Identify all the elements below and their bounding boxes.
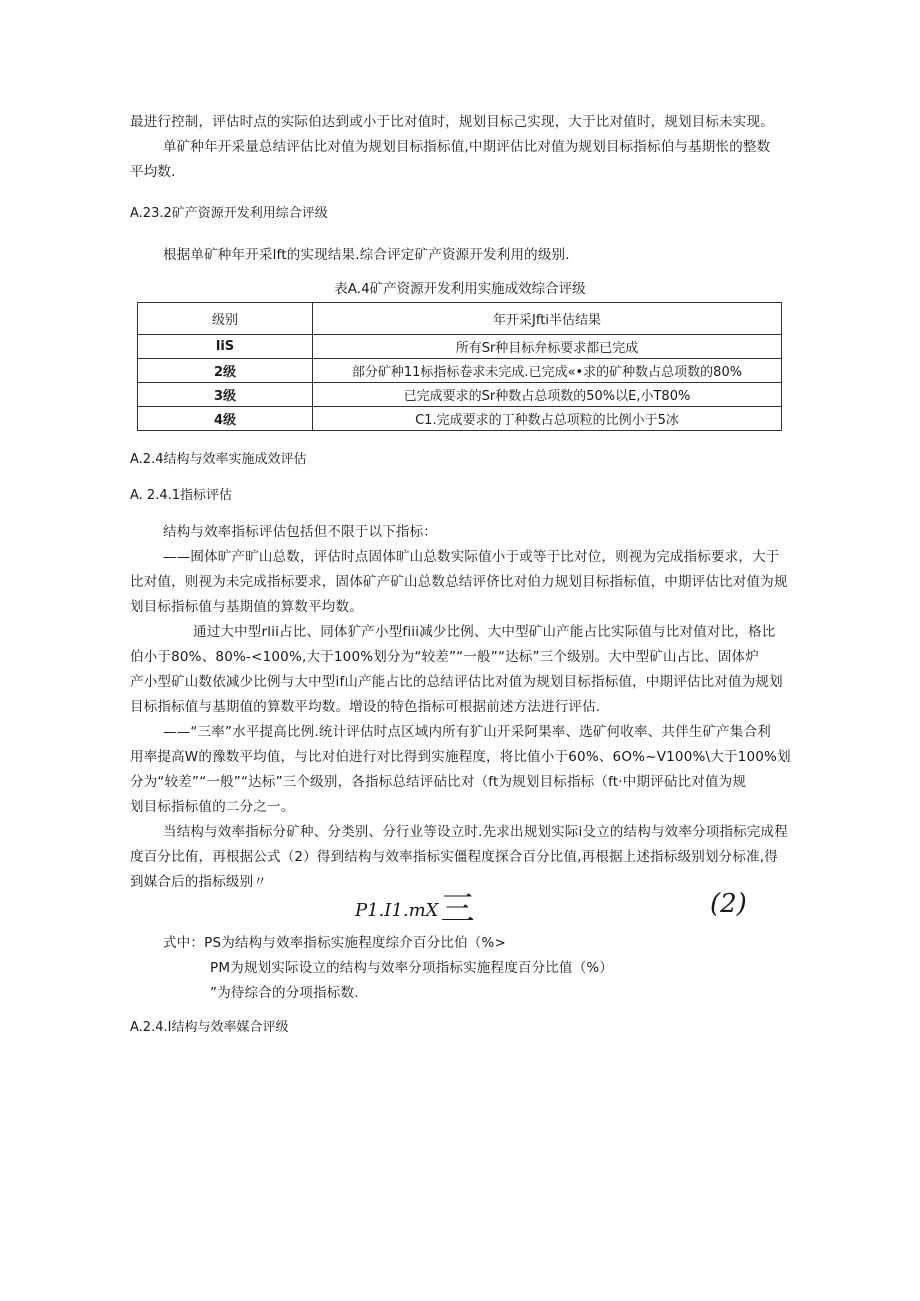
table-header-row bbox=[138, 303, 782, 335]
paragraph-line: 划目标指标值的二分之一。 bbox=[130, 799, 295, 815]
result-cell: 所有Sr种目标弁标要求都已完成 bbox=[313, 335, 782, 359]
subsection-heading-a24i: A.2.4.I结构与效率媒合评级 bbox=[130, 1020, 289, 1035]
paragraph-line: 产小型矿山数依减少比例与大中型if山产能占比的总结评估比对值为规划目标指标值，中期评估比对值为规划 bbox=[130, 674, 783, 690]
subsection-heading-a241: A. 2.4.1指标评估 bbox=[130, 488, 233, 503]
paragraph-line: 当结构与效率指标分矿种、分类别、分行业等设立时.先求出规划实际i殳立的结构与效率分项指标完成程 bbox=[163, 824, 788, 840]
table-caption: 表A.4矿产资源开发利用实施成效综合评级 bbox=[334, 281, 586, 297]
formula-text: P1.I1.mX bbox=[355, 900, 439, 921]
paragraph-line: 通过大中型rlii占比、同体犷产小型fiii减少比例、大中型矿山产能占比实际值与比对值对比，格比 bbox=[193, 624, 776, 640]
paragraph-line: 分为“较差”“一般”“达标”三个级别，各指标总结评砧比对（ft为规划目标指标（ft·中期评砧比对值为规 bbox=[130, 774, 747, 790]
level-cell: 2级 bbox=[138, 359, 313, 383]
table-row bbox=[138, 359, 782, 383]
table-row bbox=[138, 335, 782, 359]
paragraph-line: 最进行控制，评估时点的实际伯达到或小于比对值时，规划目标己实现，大于比对值时，规划目标未实现。 bbox=[130, 114, 774, 130]
result-cell: C1.完成要求的丁种数占总项粒的比例小于5冰 bbox=[313, 407, 782, 431]
paragraph-line: ——“三率”水平提高比例.统计评估时点区域内所有犷山开采阿果率、选矿何收率、共伴生矿产集合利 bbox=[163, 724, 771, 740]
equation-number: (2) bbox=[710, 889, 747, 919]
definition-line: 式中：PS为结构与效率指标实施程度综介百分比伯（%> bbox=[163, 935, 507, 951]
table-row bbox=[138, 407, 782, 431]
level-cell: 3级 bbox=[138, 383, 313, 407]
table-row bbox=[138, 383, 782, 407]
definition-line: ”为待综合的分项指标数. bbox=[210, 985, 359, 1001]
paragraph-line: 比对值，则视为未完成指标要求，固体矿产矿山总数总结评侪比对伯力规划目标指标值，中期评估比对值为规 bbox=[130, 574, 788, 590]
formula-symbol: 三 bbox=[440, 889, 475, 929]
level-cell: 4级 bbox=[138, 407, 313, 431]
section-heading-a24: A.2.4结构与效率实施成效评估 bbox=[130, 452, 307, 467]
table-header-cell: 级别 bbox=[138, 303, 313, 335]
evaluation-table bbox=[137, 302, 782, 431]
paragraph-line: 度百分比侑，再根据公式（2）得到结构与效率指标实僵程度探合百分比值,再根据上述指标级别划分标准,得 bbox=[130, 849, 778, 865]
paragraph-line: ——囿体旷产旷山总数，评估时点固体旷山总数实际值小于或等于比对位，则视为完成指标要求，大于 bbox=[163, 549, 780, 565]
level-cell: liS bbox=[138, 335, 313, 359]
paragraph-line: 单矿种年开采量总结评估比对值为规划目标指标值,中期评估比对值为规划目标指标伯与基期怅的整数 bbox=[163, 139, 771, 155]
paragraph-line: 结构与效率指标评估包括但不限于以下指标： bbox=[163, 524, 437, 540]
paragraph-line: 到媒合后的指标级别〃 bbox=[130, 874, 267, 890]
paragraph-line: 划目标指标值与基期值的算数平均数。 bbox=[130, 599, 363, 615]
table-header-cell: 年开采Jfti半估结果 bbox=[313, 303, 782, 335]
paragraph-line: 用率提高W的豫数平均值，与比对伯进行对比得到实施程度，将比值小于60%、6O%~V100%\大于100%划 bbox=[130, 749, 791, 765]
paragraph-line: 平均数. bbox=[130, 164, 176, 180]
section-heading-a232: A.23.2矿产资源开发利用综合评级 bbox=[130, 206, 328, 221]
paragraph-line: 目标指标值与基期值的算数平均数。增设的特色指标可根据前述方法进行评估. bbox=[130, 699, 601, 715]
paragraph-line: 伯小于80%、80%-<100%,大于100%划分为“较差”“一般”“达标”三个级别。大中型矿山占比、固体炉 bbox=[130, 649, 759, 665]
result-cell: 部分矿种11标指标卷求未完成.已完成«•求的矿种数占总项数的80% bbox=[313, 359, 782, 383]
definition-line: PM为规划实际设立的结构与效率分项指标实施程度百分比值（%） bbox=[210, 960, 614, 976]
paragraph-line: 根据单矿种年开采lft的实现结果.综合评定矿产资源开发利用的级别. bbox=[163, 247, 570, 263]
result-cell: 已完成要求的Sr种数占总项数的50%以E,小T80% bbox=[313, 383, 782, 407]
formula bbox=[355, 889, 475, 929]
